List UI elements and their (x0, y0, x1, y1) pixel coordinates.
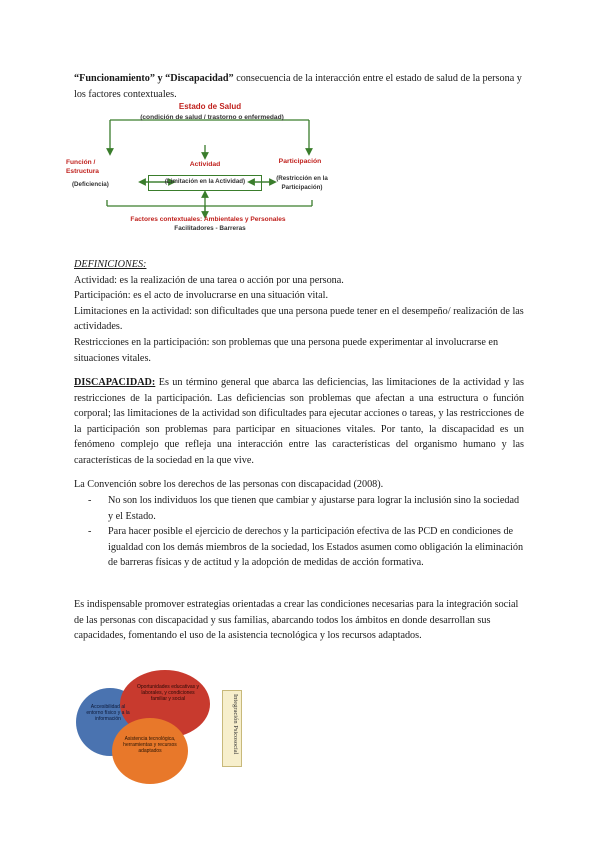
definitions-title: DEFINICIONES: (74, 259, 147, 270)
circle-blue-label: Accesibilidad al entorno físico y a la información (86, 704, 130, 722)
definition-item: Restricciones en la participación: son problemas que una persona puede experimentar al involucrarse en situaciones vitales. (74, 336, 499, 364)
circle-orange-label: Asistencia tecnológica, herramientas y recursos adaptados (123, 736, 177, 754)
list-item (88, 524, 524, 571)
circle-red-label: Oportunidades educativas y laborales, y condiciones familiar y social (137, 684, 199, 702)
intro-connector: y (154, 73, 166, 84)
diagram-center-title: Actividad (189, 161, 221, 168)
diagram-bottom-title: Factores contextuales: Ambientales y Personales (130, 216, 286, 223)
diagram-right-title: Participación (278, 158, 322, 165)
convencion-list (88, 493, 524, 571)
diagram-left-sub: (Deficiencia) (72, 181, 109, 188)
icf-diagram (66, 100, 340, 240)
list-item-text: No son los individuos los que tienen que cambiar y ajustarse para lograr la inclusión sino la sociedad y el Estado. (108, 495, 520, 522)
list-item-text: Para hacer posible el ejercicio de derechos y la participación efectiva de las PCD en condiciones de igualdad con los demás miembros de la sociedad, los Estados asumen como obligación la eliminación de barreras físicas y de actitud y la adopción de medidas de acción formativa. (108, 526, 524, 569)
discapacidad-text: Es un término general que abarca las deficiencias, las limitaciones de la actividad y las restricciones de la participación. Las deficiencias son problemas que afectan a una estructura o función corporal; las limitaciones de la actividad son dificultades para ejecutar acciones o tareas, y las restricciones de la participación son problemas para participar en situaciones vitales. Por tanto, la discapacidad es un fenómeno complejo que refleja una interacción entre las características del organismo humano y las características de la sociedad en la que vive. (74, 377, 524, 466)
closing-paragraph: Es indispensable promover estrategias orientadas a crear las condiciones necesarias para la integración social de las personas con discapacidad y sus familias, abarcando todos los ámbitos en donde desarrollan sus capacidades, fomentando el uso de la asistencia tecnológica y los recursos adaptados. (74, 599, 519, 642)
side-label: Integración Psicosocial (232, 694, 239, 755)
diagram-center-sub: (Limitación en la Actividad) (164, 178, 246, 185)
intro-paragraph (74, 71, 524, 102)
side-label-box (222, 690, 242, 767)
dash-bullet-icon: - (88, 526, 92, 538)
convencion-intro: La Convención sobre los derechos de las personas con discapacidad (2008). (74, 479, 384, 490)
diagram-left-title: Función / Estructura (66, 159, 99, 175)
intro-rest: consecuencia de la interacción entre el estado de salud de la persona y los factores contextuales. (74, 73, 522, 100)
definition-item: Actividad: es la realización de una tarea o acción por una persona. (74, 274, 344, 286)
discapacidad-paragraph (74, 375, 524, 469)
definition-item: Limitaciones en la actividad: son dificultades que una persona puede tener en el desempeño/ realización de las actividades. (74, 305, 524, 333)
diagram-top-sub: (condición de salud / trastorno o enfermedad) (140, 114, 284, 121)
dash-bullet-icon: - (88, 495, 92, 506)
diagram-right-sub: (Restricción en la Participación) (276, 175, 328, 191)
intro-term-discapacidad: “Discapacidad” (165, 73, 234, 84)
definition-item: Participación: es el acto de involucrarse en una situación vital. (74, 290, 329, 302)
venn-diagram (76, 668, 246, 788)
list-item (88, 493, 524, 524)
definitions-section (74, 257, 524, 366)
intro-term-funcionamiento: “Funcionamiento” (74, 73, 155, 84)
diagram-bottom-sub: Facilitadores - Barreras (174, 225, 246, 232)
diagram-top-title: Estado de Salud (178, 102, 242, 111)
discapacidad-heading: DISCAPACIDAD: (74, 377, 156, 388)
